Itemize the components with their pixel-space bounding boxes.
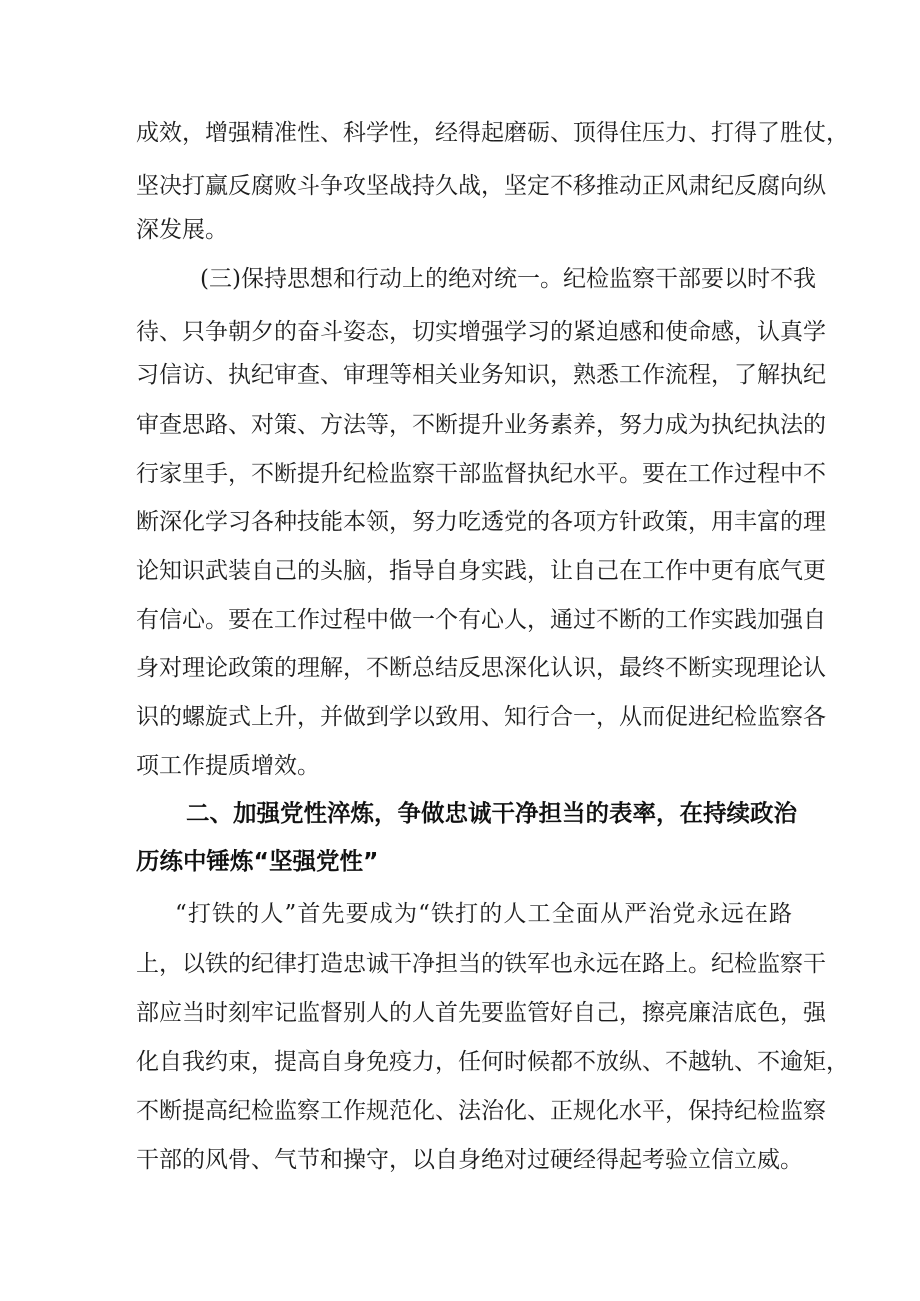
paragraph-2-line-2: 待、只争朝夕的奋斗姿态，切实增强学习的紧迫感和使命感，认真学 (136, 319, 826, 345)
section-heading-line-1: 二、加强党性淬炼，争做忠诚干净担当的表率，在持续政治 (186, 799, 797, 827)
paragraph-2-line-10: 识的螺旋式上升，并做到学以致用、知行合一，从而促进纪检监察各 (136, 704, 826, 730)
paragraph-2-line-9: 身对理论政策的理解，不断总结反思深化认识，最终不断实现理论认 (136, 655, 826, 681)
section-heading-line-2: 历练中锤炼“坚强党性” (136, 847, 379, 875)
paragraph-2-line-7: 论知识武装自己的头脑，指导自身实践，让自己在工作中更有底气更 (136, 558, 826, 584)
paragraph-3-line-6: 干部的风骨、气节和操守，以自身绝对过硬经得起考验立信立威。 (136, 1147, 803, 1173)
paragraph-3-line-2: 上，以铁的纪律打造忠诚干净担当的铁军也永远在路上。纪检监察干 (136, 951, 826, 977)
paragraph-2-line-11: 项工作提质增效。 (136, 753, 320, 779)
paragraph-2-line-6: 断深化学习各种技能本领，努力吃透党的各项方针政策，用丰富的理 (136, 509, 826, 535)
paragraph-1-line-2: 坚决打赢反腐败斗争攻坚战持久战，坚定不移推动正风肃纪反腐向纵 (136, 173, 826, 199)
paragraph-1-line-3: 深发展。 (136, 217, 228, 243)
paragraph-1-line-1: 成效，增强精准性、科学性，经得起磨砺、顶得住压力、打得了胜仗， (136, 120, 849, 146)
paragraph-2-line-3: 习信访、执纪审查、审理等相关业务知识，熟悉工作流程，了解执纪 (136, 362, 826, 388)
paragraph-3-line-5: 不断提高纪检监察工作规范化、法治化、正规化水平，保持纪检监察 (136, 1098, 826, 1124)
paragraph-3-line-3: 部应当时刻牢记监督别人的人首先要监管好自己，擦亮廉洁底色，强 (136, 1000, 826, 1026)
paragraph-3-line-4: 化自我约束，提高自身免疫力，任何时候都不放纵、不越轨、不逾矩， (136, 1049, 849, 1075)
paragraph-2-line-1: (三)保持思想和行动上的绝对统一。纪检监察干部要以时不我 (200, 266, 816, 292)
paragraph-2-line-5: 行家里手，不断提升纪检监察干部监督执纪水平。要在工作过程中不 (136, 461, 826, 487)
paragraph-2-line-8: 有信心。要在工作过程中做一个有心人，通过不断的工作实践加强自 (136, 607, 826, 633)
paragraph-2-line-4: 审查思路、对策、方法等，不断提升业务素养，努力成为执纪执法的 (136, 412, 826, 438)
paragraph-3-line-1: “打铁的人”首先要成为“铁打的人工全面从严治党永远在路 (175, 901, 792, 927)
